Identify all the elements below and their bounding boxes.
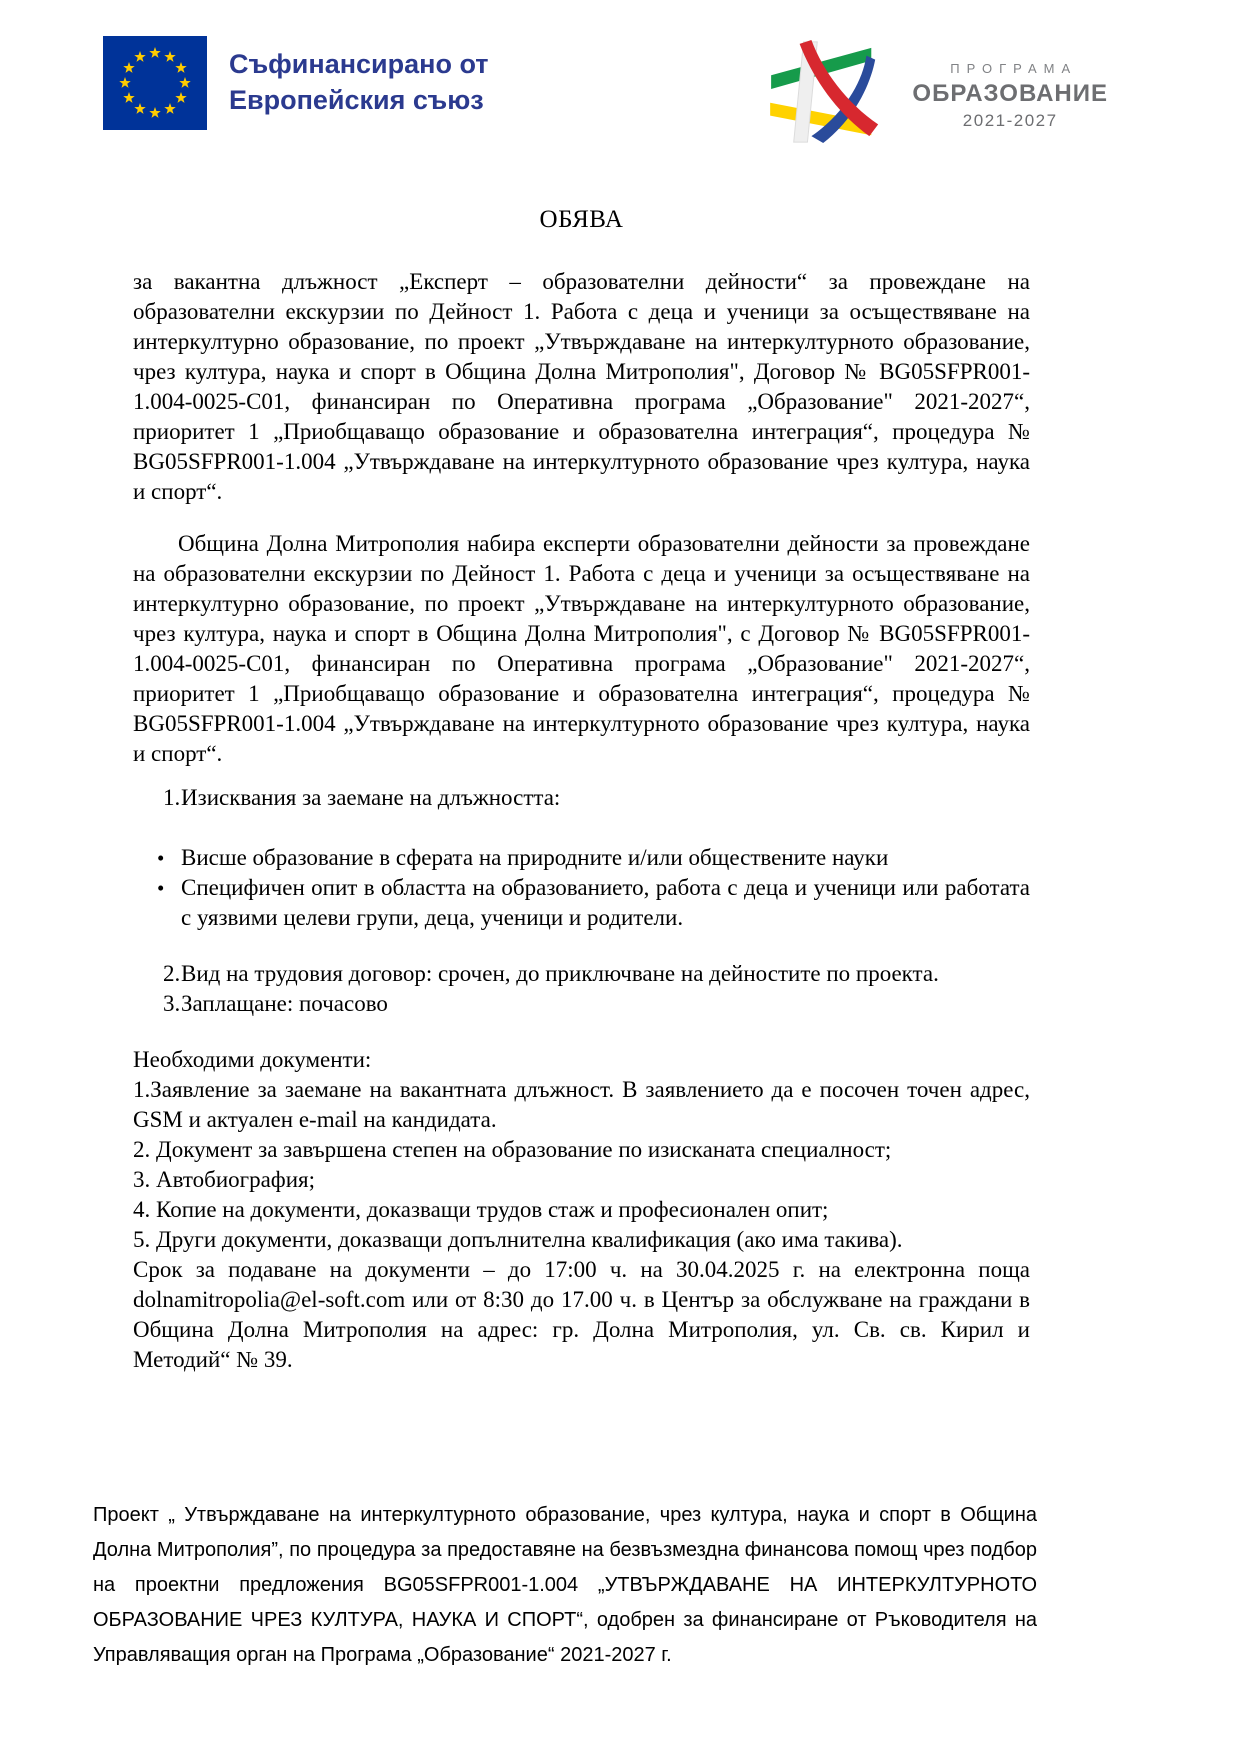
eu-cofunded-line1: Съфинансирано от	[229, 49, 489, 80]
footer-note: Проект „ Утвърждаване на интеркултурното образование, чрез култура, наука и спорт в Община Долна Митрополия”, по процедура за предоставяне на безвъзмездна финансова помощ чрез подбор на проектни предложения BG05SFPR001-1.004 „УТВЪРЖДАВАНЕ НА ИНТЕРКУЛТУРНОТО ОБРАЗОВАНИЕ ЧРЕЗ КУЛТУРА, НАУКА И СПОРТ“, одобрен за финансиране от Ръководителя на Управляващия орган на Програма „Образование“ 2021-2027 г.	[93, 1504, 1037, 1666]
list-item-contract	[133, 959, 1030, 989]
document-requirement-line: 5. Други документи, доказващи допълнителна квалификация (ако има такива).	[133, 1227, 903, 1252]
bullet-icon: •	[157, 846, 165, 870]
program-years: 2021-2027	[962, 111, 1058, 130]
header	[103, 36, 1108, 146]
document-requirement-line: 3. Автобиография;	[133, 1167, 315, 1192]
list-number: 2.	[163, 961, 181, 986]
education-program-logo	[768, 38, 1108, 146]
documents-heading: Необходими документи:	[133, 1047, 372, 1072]
program-kicker: ПРОГРАМА	[950, 61, 1078, 76]
bullet-item	[133, 873, 1030, 933]
list-item-label: Изисквания за заемане на длъжността:	[181, 785, 561, 810]
page-title: ОБЯВА	[539, 206, 624, 233]
eu-flag-icon	[103, 36, 207, 130]
bullet-icon: •	[157, 876, 165, 900]
list-item-label: Заплащане: почасово	[181, 991, 388, 1016]
document-body	[133, 205, 1030, 1375]
document-requirement-line: 4. Копие на документи, доказващи трудов стаж и професионален опит;	[133, 1197, 829, 1222]
recruitment-paragraph: Община Долна Митрополия набира експерти образователни дейности за провеждане на образователни екскурзии по Дейност 1. Работа с деца и ученици за осъществяване на интеркултурно образование, по проект „Утвърждаване на интеркултурното образование, чрез култура, наука и спорт в Община Долна Митрополия", с Договор № BG05SFPR001-1.004-0025-C01, финансиран по Оперативна програма „Образование" 2021-2027“, приоритет 1 „Приобщаващо образование и образователна интеграция“, процедура № BG05SFPR001-1.004 „Утвърждаване на интеркултурното образование чрез култура, наука и спорт“.	[133, 531, 1030, 766]
program-label	[912, 61, 1108, 131]
intro-paragraph: за вакантна длъжност „Експерт – образователни дейности“ за провеждане на образователни екскурзии по Дейност 1. Работа с деца и ученици за осъществяване на интеркултурно образование, по проект „Утвърждаване на интеркултурното образование, чрез култура, наука и спорт в Община Долна Митрополия", Договор № BG05SFPR001-1.004-0025-C01, финансиран по Оперативна програма „Образование" 2021-2027“, приоритет 1 „Приобщаващо образование и образователна интеграция“, процедура № BG05SFPR001-1.004 „Утвърждаване на интеркултурното образование чрез култура, наука и спорт“.	[133, 269, 1030, 504]
eu-cofunded-line2: Европейския съюз	[229, 85, 484, 115]
list-number: 3.	[163, 991, 181, 1016]
program-name: ОБРАЗОВАНИЕ	[912, 80, 1108, 107]
program-ribbons-icon	[768, 38, 896, 146]
list-item-label: Вид на трудовия договор: срочен, до приключване на дейностите по проекта.	[181, 961, 939, 986]
bullet-text: Висше образование в сферата на природните и/или обществените науки	[181, 845, 889, 870]
list-item-requirements	[133, 783, 1030, 813]
bullet-item	[133, 843, 1030, 873]
list-number: 1.	[163, 785, 181, 810]
deadline-paragraph: Срок за подаване на документи – до 17:00 ч. на 30.04.2025 г. на електронна поща dolnamitropolia@el-soft.com или от 8:30 до 17.00 ч. в Център за обслужване на граждани в Община Долна Митрополия на адрес: гр. Долна Митрополия, ул. Св. св. Кирил и Методий“ № 39.	[133, 1257, 1030, 1372]
bullet-text: Специфичен опит в областта на образованието, работа с деца и ученици или работата с уязвими целеви групи, деца, ученици и родители.	[181, 875, 1030, 930]
eu-cofunded-label	[229, 47, 489, 118]
requirements-bullet-list	[133, 843, 1030, 933]
list-item-payment	[133, 989, 1030, 1019]
eu-cofunded-logo	[103, 36, 489, 130]
document-requirement-line: 2. Документ за завършена степен на образование по изисканата специалност;	[133, 1137, 892, 1162]
document-requirement-line: 1.Заявление за заемане на вакантната длъжност. В заявлението да е посочен точен адрес, GSM и актуален e-mail на кандидата.	[133, 1077, 1030, 1132]
